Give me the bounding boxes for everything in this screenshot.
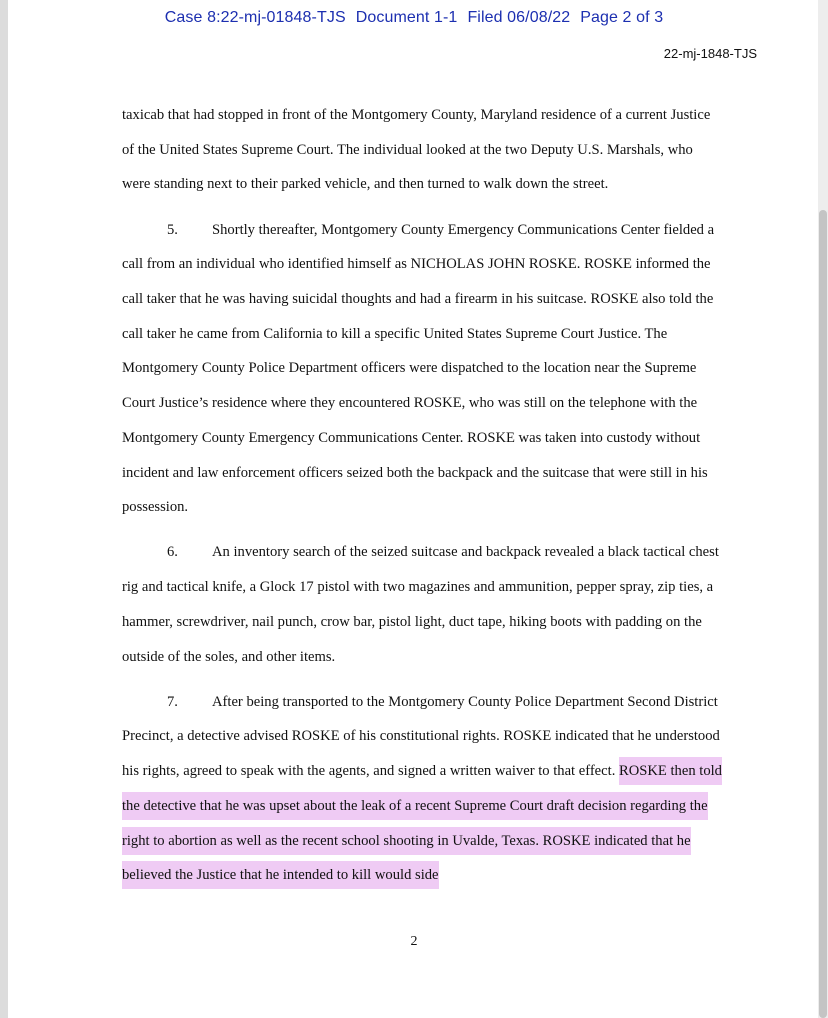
paragraph-text: taxicab that had stopped in front of the Montgomery County, Maryland residence of a current Justice of the United States Supreme Court. The individual looked at the two Deputy U.S. Marshals, who were standing next to their parked vehicle, and then turned to walk down the street. [122, 107, 711, 193]
case-number: Case 8:22-mj-01848-TJS [164, 9, 346, 26]
paragraph-number: 7. [167, 693, 178, 710]
left-gutter [0, 0, 8, 1018]
paragraph-5 [122, 213, 722, 525]
doc-number: 22-mj-1848-TJS [663, 46, 757, 61]
scrollbar-thumb[interactable] [819, 210, 827, 1018]
page-indicator: Page 2 of 3 [580, 9, 664, 26]
ecf-header [0, 9, 828, 27]
paragraph-text: Shortly thereafter, Montgomery County Emergency Communications Center fielded a call from an individual who identified himself as NICHOLAS JOHN ROSKE. ROSKE informed the call taker that he was having suicidal thoughts and had a firearm in his suitcase. ROSKE also told the call taker he came from California to kill a specific United States Supreme Court Justice. The Montgomery County Police Department officers were dispatched to the location near the Supreme Court Justice’s residence where they encountered ROSKE, who was still on the telephone with the Montgomery County Emergency Communications Center. ROSKE was taken into custody without incident and law enforcement officers seized both the backpack and the suitcase that were still in his possession. [122, 221, 715, 516]
scrollbar[interactable] [818, 0, 828, 1018]
paragraph-number: 6. [167, 544, 178, 561]
paragraph-number: 5. [167, 221, 178, 238]
paragraph-text: After being transported to the Montgomery County Police Department Second District Precinct, a detective advised ROSKE of his constitutional rights. ROSKE indicated that he understood his rights, agreed to speak with the agents, and signed a written waiver to that effect. [122, 693, 720, 780]
document-number: Document 1-1 [355, 9, 458, 26]
page-number: 2 [410, 934, 418, 949]
paragraph-7 [122, 685, 722, 893]
body-text [122, 98, 722, 893]
highlighted-text: ROSKE then told the detective that he was upset about the leak of a recent Supreme Court draft decision regarding the right to abortion as well as the recent school shooting in Uvalde, Texas. ROSKE indicated that he believed the Justice that he intended to kill would side [122, 757, 722, 889]
paragraph-text: An inventory search of the seized suitcase and backpack revealed a black tactical chest rig and tactical knife, a Glock 17 pistol with two magazines and ammunition, pepper spray, zip ties, a hammer, screwdriver, nail punch, crow bar, pistol light, duct tape, hiking boots with padding on the outside of the soles, and other items. [122, 544, 719, 665]
filed-date: Filed 06/08/22 [467, 9, 571, 26]
paragraph-continued [122, 98, 722, 202]
paragraph-6 [122, 535, 722, 674]
